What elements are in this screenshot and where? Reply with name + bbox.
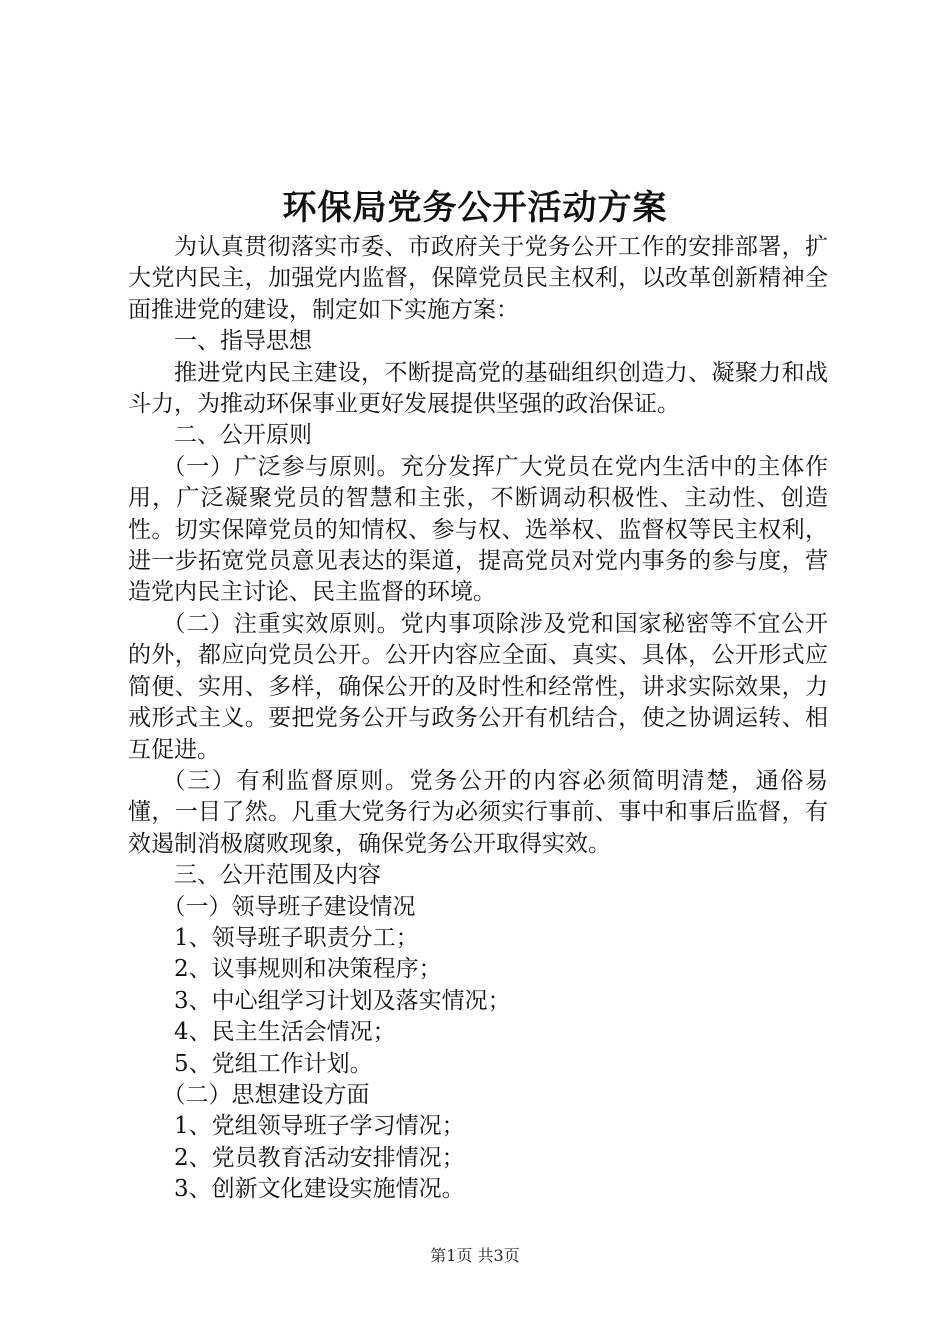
list-item: 3、创新文化建设实施情况。 [174,1176,465,1203]
list-item: 1、党组领导班子学习情况； [174,1113,465,1140]
list-item: 2、党员教育活动安排情况； [174,1144,465,1171]
principle-1-paragraph: （一）广泛参与原则。充分发挥广大党员在党内生活中的主体作用，广泛凝聚党员的智慧和主张，不断调动积极性、主动性、创造性。切实保障党员的知情权、参与权、选举权、监督权等民主权利，进一步拓宽党员意见表达的渠道，提高党员对党内事务的参与度，营造党内民主讨论、民主监督的环境。 [128,453,828,606]
list-item: 1、领导班子职责分工； [174,924,419,951]
page-number-footer: 第1页 共3页 [430,1246,520,1265]
principle-2-paragraph: （二）注重实效原则。党内事项除涉及党和国家秘密等不宜公开的外，都应向党员公开。公开内容应全面、真实、具体，公开形式应简便、实用、多样，确保公开的及时性和经常性，讲求实际效果，力戒形式主义。要把党务公开与政务公开有机结合，使之协调运转、相互促进。 [128,610,828,763]
section-heading-principles: 二、公开原则 [174,422,312,449]
list-item: 5、党组工作计划。 [174,1050,373,1077]
list-item: 2、议事规则和决策程序； [174,956,442,983]
section-heading-guiding-ideology: 一、指导思想 [174,328,312,355]
principle-3-paragraph: （三）有利监督原则。党务公开的内容必须简明清楚，通俗易懂，一目了然。凡重大党务行为必须实行事前、事中和事后监督，有效遏制消极腐败现象，确保党务公开取得实效。 [128,767,828,857]
list-item: 4、民主生活会情况； [174,1019,396,1046]
subsection-heading-ideology: （二）思想建设方面 [162,1081,370,1108]
document-title: 环保局党务公开活动方案 [282,188,668,228]
section-heading-scope: 三、公开范围及内容 [174,862,381,889]
guiding-ideology-paragraph: 推进党内民主建设，不断提高党的基础组织创造力、凝聚力和战斗力，为推动环保事业更好发展提供坚强的政治保证。 [128,359,828,418]
intro-paragraph: 为认真贯彻落实市委、市政府关于党务公开工作的安排部署，扩大党内民主，加强党内监督，保障党员民主权利，以改革创新精神全面推进党的建设，制定如下实施方案： [128,234,828,323]
document-body [128,232,828,1206]
subsection-heading-leadership: （一）领导班子建设情况 [162,893,416,920]
list-item: 3、中心组学习计划及落实情况； [174,987,511,1014]
